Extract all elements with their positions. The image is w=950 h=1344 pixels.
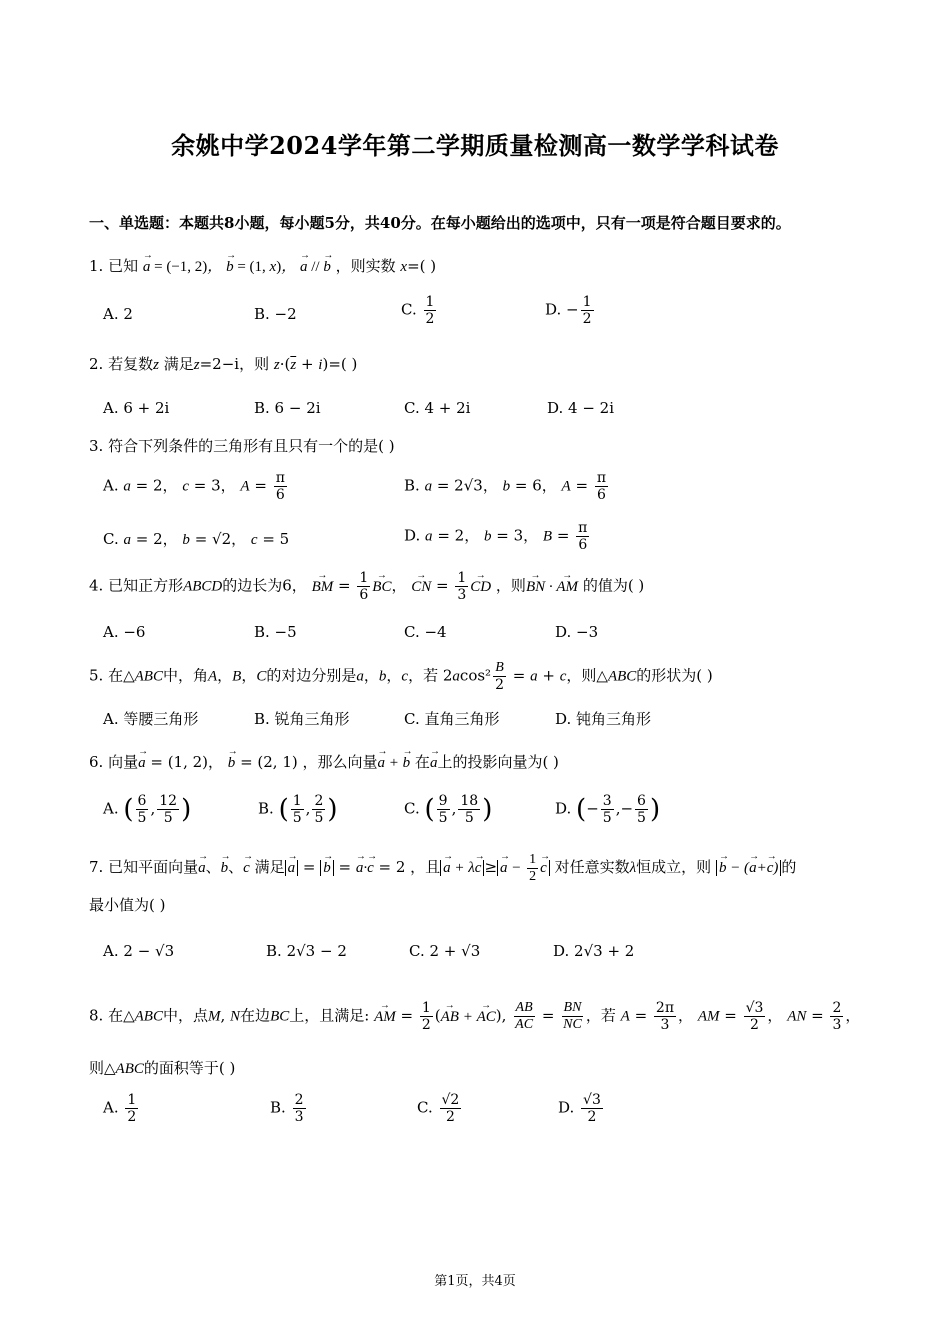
q8-text-e: ，若 [585, 1006, 616, 1025]
q6-text-a: 6. 向量 [89, 753, 139, 771]
q2-option-a: A. 6 + 2i [103, 399, 170, 417]
q2-option-d: D. 4 − 2i [547, 399, 615, 417]
q1-option-c: C. $\frac{1}{2}$ [401, 294, 435, 327]
q8-option-d-label: D. [558, 1098, 575, 1117]
q1-option-d-label: D. − [545, 300, 579, 319]
question-4-stem: 4. 已知正方形ABCD的边长为6， → BM = $\frac{1}{6}$ → BC， → CN = $\frac{1}{3}$ → CD ，则→ BN · → AM 的值为( ) [89, 570, 644, 603]
q8-option-b-label: B. [270, 1098, 286, 1117]
q5-text-c: 的对边分别是 [266, 666, 357, 685]
q5-option-c: C. 直角三角形 [404, 710, 500, 728]
question-5-stem: 5. 在△ABC中，角A，B，C的对边分别是a，b，c，若 2acos² $\frac{B}{2}$ = a + c，则△ABC的形状为( ) [89, 660, 713, 693]
q7-text-e: 恒成立，则 [636, 857, 712, 876]
q4-option-b: B. −5 [254, 623, 297, 641]
q6-option-c: C. ( $\frac{9}{5}$ , $\frac{18}{5}$ ) [404, 793, 493, 826]
question-8-line2: 则△ABC的面积等于( ) [89, 1059, 236, 1077]
q3-option-c-label: C. [103, 530, 119, 548]
q6-option-a-label: A. [103, 799, 119, 818]
q4-option-d: D. −3 [555, 623, 599, 641]
question-8-stem: 8. 在△ABC中，点M, N在边BC上，且满足: → AM = $\frac{1}{2}$ (→ AB + → AC), $\frac{AB}{AC}$ = $\frac{BN}{NC}$ ，若 A = $\frac{2\pi}{3}$ ， AM = $\frac{√3}{2}$ ， AN = $\frac{2}{3}$ ， [89, 1000, 860, 1033]
q6-option-d-label: D. [555, 799, 572, 818]
q1-option-c-label: C. [401, 300, 417, 319]
q3-option-b: B. a = 2√3， b = 6， A = $\frac{\pi}{6}$ [404, 470, 607, 503]
q5-option-a: A. 等腰三角形 [103, 710, 199, 728]
q8-option-c: C. $\frac{√2}{2}$ [417, 1092, 460, 1125]
q1-option-a: A. 2 [103, 305, 133, 323]
question-2-stem: 2. 若复数z 满足z=2−i，则 $z\cdot(\overline{z} + i)=$( ) [89, 355, 358, 373]
q6-option-c-label: C. [404, 799, 420, 818]
q2-text-c: ，则 [239, 355, 270, 373]
q7-text-b: 满足 [254, 857, 285, 876]
q8-line2-b: 的面积等于( ) [143, 1059, 236, 1077]
q6-option-a: A. ( $\frac{6}{5}$ , $\frac{12}{5}$ ) [103, 793, 192, 826]
q8-text-d: 上，且满足: [289, 1006, 370, 1025]
q7-option-c-label: C. [409, 942, 425, 960]
q1-text-c: =( ) [407, 257, 437, 275]
q7-option-b: B. 2√3 − 2 [266, 942, 347, 960]
q7-text-c: ，且 [410, 857, 441, 876]
q3-option-a: A. a = 2， c = 3， A = $\frac{\pi}{6}$ [103, 470, 285, 503]
q8-text-c: 在边 [240, 1006, 271, 1025]
q1-text-a: 1. 已知 [89, 257, 139, 275]
question-7-stem: 7. 已知平面向量→ a、→ b、→ c 满足 → a = → b = → a·→ c = 2 ，且 → a + λ→ c ≥ → a − $\frac{1}{2}$ → c 对任意实数λ恒成立，则 → b − (→ a+→ c) 的 [89, 852, 796, 885]
q8-option-a: A. $\frac{1}{2}$ [103, 1092, 137, 1125]
q4-option-a: A. −6 [103, 623, 146, 641]
page-footer: 第1页，共4页 [434, 1274, 516, 1289]
q1-option-d: D. − $\frac{1}{2}$ [545, 294, 592, 327]
q8-text-b: 中，点 [162, 1006, 208, 1025]
q6-option-d: D. (− $\frac{3}{5}$ ,− $\frac{6}{5}$ ) [555, 793, 661, 826]
q3-option-c: C. a = 2， b = √2， c = 5 [103, 530, 290, 548]
q7-option-d-label: D. [553, 942, 570, 960]
section-heading: 一、单选题：本题共8小题，每小题5分，共40分。在每小题给出的选项中，只有一项是符合题目要求的。 [89, 214, 791, 232]
question-1-stem: 1. 已知 → a = (−1, 2)， → b = (1, x)， → a // → b ，则实数 x=( ) [89, 256, 436, 277]
q1-option-b: B. −2 [254, 305, 297, 323]
q7-text-d: 对任意实数 [554, 857, 630, 876]
q1-text-b: ，则实数 [335, 257, 396, 275]
q2-option-c: C. 4 + 2i [404, 399, 471, 417]
q5-text-d: ，若 [408, 666, 439, 685]
q5-option-b: B. 锐角三角形 [254, 710, 350, 728]
q7-option-a: A. 2 − √3 [103, 942, 175, 960]
q6-text-b: ，那么向量 [302, 753, 378, 771]
q8-text-a: 8. 在△ [89, 1006, 135, 1025]
q7-option-b-label: B. [266, 942, 282, 960]
q2-text-a: 2. 若复数 [89, 355, 154, 373]
q4-text-a: 4. 已知正方形 [89, 576, 184, 595]
q8-option-b: B. $\frac{2}{3}$ [270, 1092, 304, 1125]
question-6-stem: 6. 向量→ a = (1, 2)， → b = (2, 1) ，那么向量→ a + → b 在→ a上的投影向量为( ) [89, 752, 559, 773]
q7-text-a: 7. 已知平面向量 [89, 857, 199, 876]
q5-text-b: 中，角 [162, 666, 208, 685]
q2-option-b: B. 6 − 2i [254, 399, 321, 417]
q2-text-d: =( ) [328, 355, 358, 373]
page-title: 余姚中学2024学年第二学期质量检测高一数学学科试卷 [171, 131, 779, 160]
q6-text-c: 在 [414, 753, 430, 771]
q3-option-b-label: B. [404, 476, 420, 495]
q7-option-a-label: A. [103, 942, 119, 960]
q4-text-c: ，则 [495, 576, 526, 595]
q3-option-d: D. a = 2， b = 3， B = $\frac{\pi}{6}$ [404, 520, 588, 553]
q6-option-b-label: B. [258, 799, 274, 818]
q2-text-b: 满足 [163, 355, 194, 373]
q8-option-a-label: A. [103, 1098, 119, 1117]
q8-option-c-label: C. [417, 1098, 433, 1117]
q4-text-b: 的边长为6， [222, 576, 307, 595]
q5-text-a: 5. 在△ [89, 666, 135, 685]
q5-text-e: ，则△ [566, 666, 608, 685]
q3-option-a-label: A. [103, 476, 119, 495]
q8-option-d: D. $\frac{√3}{2}$ [558, 1092, 601, 1125]
q4-option-c: C. −4 [404, 623, 447, 641]
q4-text-d: 的值为( ) [582, 576, 645, 595]
q8-line2-a: 则△ [89, 1059, 116, 1077]
question-3-stem: 3. 符合下列条件的三角形有且只有一个的是( ) [89, 437, 395, 455]
q5-text-f: 的形状为( ) [636, 666, 713, 685]
question-7-line2: 最小值为( ) [89, 896, 166, 914]
q3-option-d-label: D. [404, 526, 421, 545]
q7-option-d: D. 2√3 + 2 [553, 942, 635, 960]
q7-text-f: 的 [781, 857, 797, 876]
q6-option-b: B. ( $\frac{1}{5}$ , $\frac{2}{5}$ ) [258, 793, 338, 826]
q6-text-d: 上的投影向量为( ) [437, 753, 559, 771]
q7-option-c: C. 2 + √3 [409, 942, 481, 960]
q5-option-d: D. 钝角三角形 [555, 710, 652, 728]
